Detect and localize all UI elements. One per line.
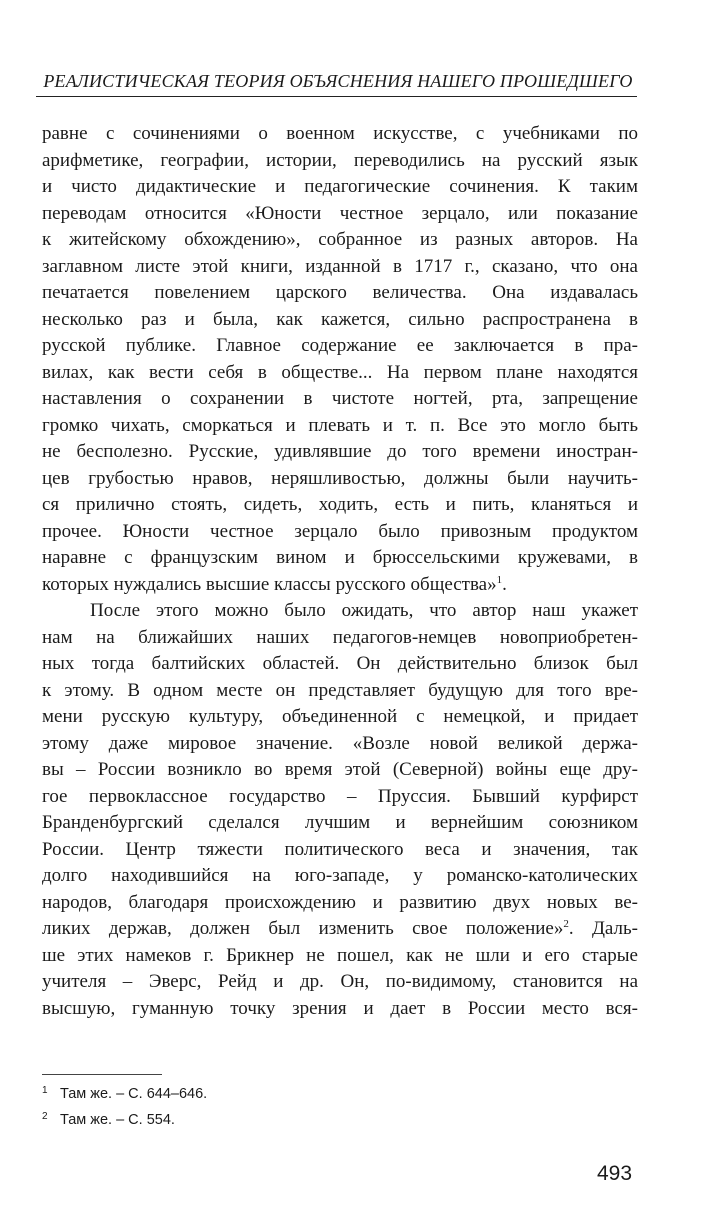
text-line: печатается повелением царского величества. Она издавалась bbox=[42, 282, 638, 303]
text-line: не бесполезно. Русские, удивлявшие до того времени иностран- bbox=[42, 441, 638, 462]
footnote-2 bbox=[42, 1104, 638, 1130]
text-line: мени русскую культуру, объединенной с немецкой, и придает bbox=[42, 706, 638, 727]
footnotes bbox=[42, 1078, 638, 1130]
text-line: вы – России возникло во время этой (Северной) войны еще дру- bbox=[42, 759, 638, 780]
footnote-rule bbox=[42, 1074, 162, 1075]
text-line: которых нуждались высшие классы русского общества»$^1$. bbox=[42, 573, 507, 595]
text-line: учителя – Эверс, Рейд и др. Он, по-видимому, становится на bbox=[42, 971, 638, 992]
text-line: высшую, гуманную точку зрения и дает в России место вся- bbox=[42, 997, 638, 1019]
footnote-text: Там же. – С. 554. bbox=[60, 1112, 175, 1128]
footnote-number: 2 bbox=[42, 1111, 48, 1122]
text-line: громко чихать, сморкаться и плевать и т. п. Все это могло быть bbox=[42, 414, 638, 436]
text-line: прочее. Юности честное зерцало было привозным продуктом bbox=[42, 520, 638, 542]
page-number: 493 bbox=[597, 1162, 633, 1185]
text-line: русской публике. Главное содержание ее заключается в пра- bbox=[42, 335, 638, 356]
text-line: вилах, как вести себя в обществе... На первом плане находятся bbox=[42, 361, 638, 383]
running-header: РЕАЛИСТИЧЕСКАЯ ТЕОРИЯ ОБЪЯСНЕНИЯ НАШЕГО ПРОШЕДШЕГО bbox=[43, 71, 633, 91]
text-line: равне с сочинениями о военном искусстве, с учебниками по bbox=[42, 123, 638, 144]
header-rule bbox=[36, 96, 637, 97]
text-line: России. Центр тяжести политического веса и значения, так bbox=[42, 838, 638, 860]
text-line: цев грубостью нравов, неряшливостью, должны были научить- bbox=[42, 467, 638, 489]
text-line: к этому. В одном месте он представляет будущую для того вре- bbox=[42, 679, 638, 701]
text-line: этому даже мировое значение. «Возле новой великой держа- bbox=[42, 732, 638, 754]
footnote-1 bbox=[42, 1078, 638, 1104]
text-line: ных тогда балтийских областей. Он действительно близок был bbox=[42, 653, 638, 674]
text-line: наставления о сохранении в чистоте ногтей, рта, запрещение bbox=[42, 388, 638, 409]
text-segment: . Даль- bbox=[568, 918, 638, 939]
text-segment: ликих держав, должен был изменить свое положение» bbox=[42, 918, 564, 939]
text-line: гое первоклассное государство – Пруссия. Бывший курфирст bbox=[42, 785, 638, 807]
text-line: Бранденбургский сделался лучшим и вернейшим союзником bbox=[42, 812, 638, 833]
text-line: к житейскому обхождению», собранное из разных авторов. На bbox=[42, 229, 638, 250]
footnote-ref-1: 1 bbox=[496, 573, 503, 586]
text-line: народов, благодаря происхождению и развитию двух новых ве- bbox=[42, 891, 638, 913]
text-segment: которых нуждались высшие классы русского общества» bbox=[42, 573, 497, 595]
text-line: долго находившийся на юго-западе, у романско-католических bbox=[42, 865, 638, 886]
text-line bbox=[42, 916, 638, 943]
footnote-ref-2: 2 bbox=[563, 918, 569, 930]
text-line: арифметике, географии, истории, переводились на русский язык bbox=[42, 149, 638, 171]
body-text bbox=[42, 121, 638, 1022]
text-line: переводам относится «Юности честное зерцало, или показание bbox=[42, 202, 638, 224]
text-line: несколько раз и была, как кажется, сильно распространена в bbox=[42, 308, 638, 330]
text-line: ше этих намеков г. Брикнер не пошел, как не шли и его старые bbox=[42, 944, 638, 966]
footnote-number: 1 bbox=[42, 1085, 48, 1096]
text-line: и чисто дидактические и педагогические сочинения. К таким bbox=[42, 176, 638, 197]
footnote-text: Там же. – С. 644–646. bbox=[60, 1086, 208, 1102]
text-line: нам на ближайших наших педагогов-немцев новоприобретен- bbox=[42, 626, 638, 648]
text-line: ся прилично стоять, сидеть, ходить, есть и пить, кланяться и bbox=[42, 494, 638, 515]
paragraph-start: После этого можно было ожидать, что автор наш укажет bbox=[90, 600, 638, 621]
text-line: наравне с французским вином и брюссельскими кружевами, в bbox=[42, 547, 638, 568]
text-line: заглавном листе этой книги, изданной в 1717 г., сказано, что она bbox=[42, 255, 638, 277]
